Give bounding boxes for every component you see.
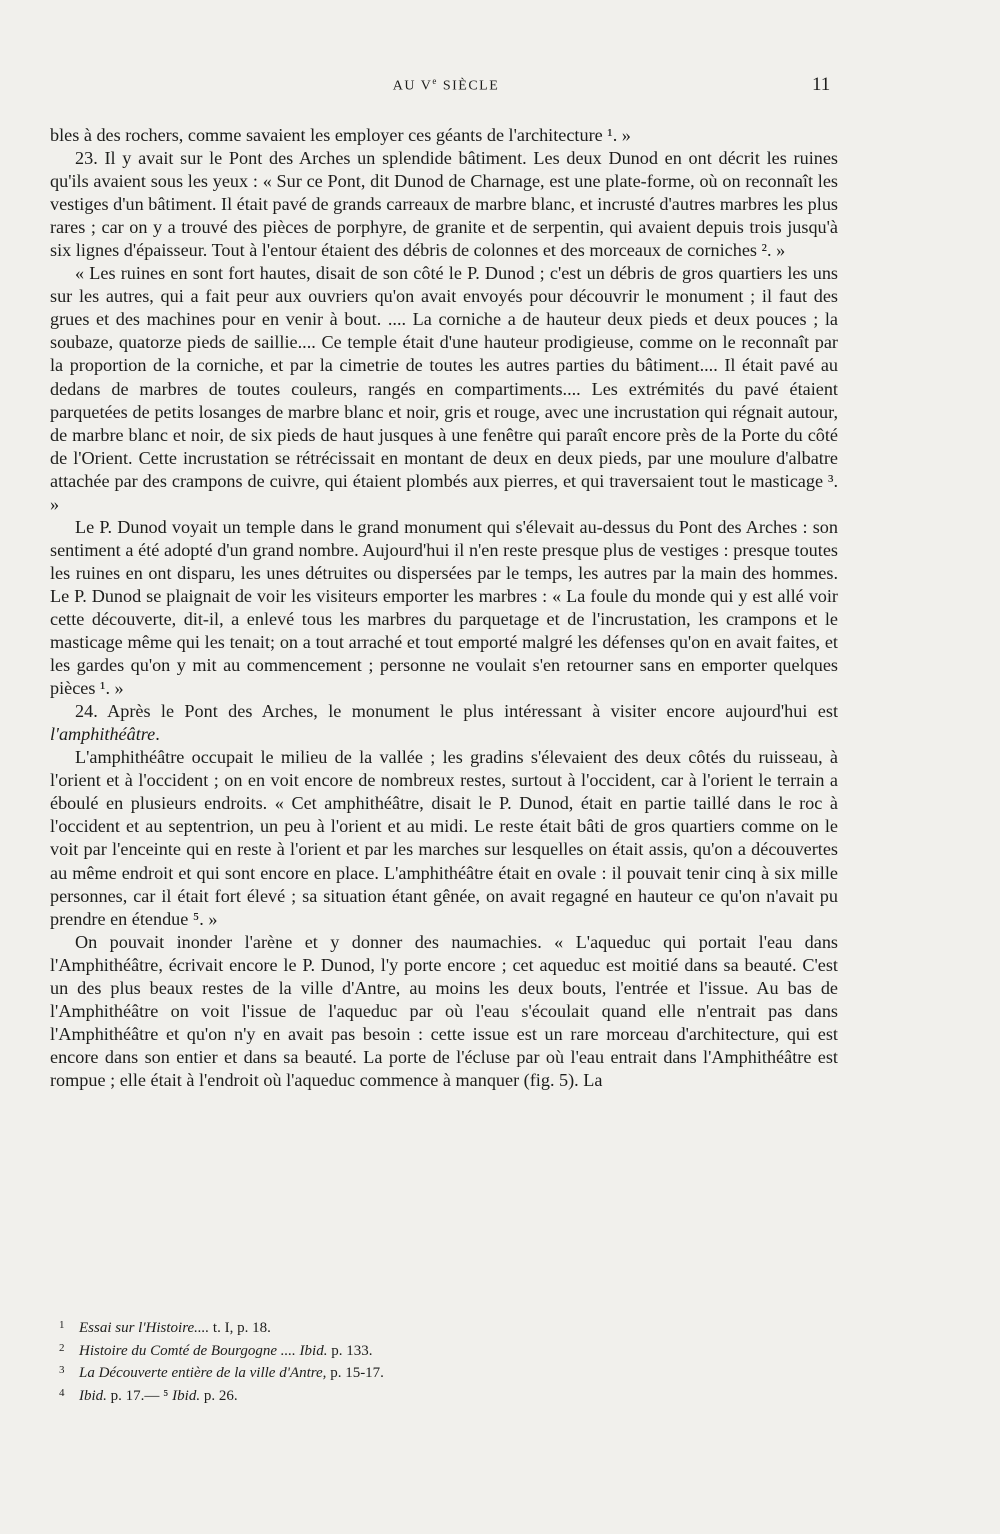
footnote-3 <box>59 1361 819 1384</box>
footnote-title: Essai sur l'Histoire.... <box>79 1320 210 1336</box>
footnote-number: 3 <box>59 1364 65 1377</box>
footnote-title: Histoire du Comté de Bourgogne .... Ibid. <box>79 1342 328 1359</box>
body-text <box>50 124 838 1092</box>
footnote-ref: t. I, p. 18. <box>209 1320 271 1336</box>
paragraph-3: « Les ruines en sont fort hautes, disait de son côté le P. Dunod ; c'est un débris de gros quartiers les uns sur les autres, qui a fait peur aux ouvriers qu'on avait envoyés pour découvrir le monument ; il faut des grues et des machines pour en venir à bout. .... La corniche a de hauteur deux pieds et deux pouces ; la soubaze, quatorze pieds de saillie.... Ce temple était d'une hauteur prodigieuse, comme on le reconnaît par la proportion de la corniche, et par la cimetrie de toutes les autres parties du bâtiment.... Il était pavé au dedans de marbres de toutes couleurs, rangés en compartiments.... Les extrémités du pavé étaient parquetées de petits losanges de marbre blanc et noir, gris et rouge, avec une incrustation qui régnait autour, de marbre blanc et noir, de six pieds de haut jusques à une fenêtre qui paraît encore près de la Porte du côté de l'Orient. Cette incrustation se rétrécissait en montant de deux en deux pieds, par une moulure d'albatre attachée par des crampons de cuivre, qui étaient plombés aux pierres, et qui traversaient tout le masticage ³. » <box>50 263 838 514</box>
footnote-number: 1 <box>59 1319 65 1331</box>
paragraph-5 <box>50 700 838 746</box>
running-title-suffix: SIÈCLE <box>437 78 500 94</box>
paragraph-4: Le P. Dunod voyait un temple dans le grand monument qui s'élevait au-dessus du Pont des Arches : son sentiment a été adopté d'un grand nombre. Aujourd'hui il n'en reste presque plus de vestiges : presque toutes les ruines en ont disparu, les unes détruites ou dispersées par le temps, les autres par la main des hommes. Le P. Dunod se plaignait de voir les visiteurs emporter les marbres : « La foule du monde qui y est allé voir cette découverte, dit-il, a enlevé tous les marbres du parquetage et de l'incrustation, les crampons et le masticage même qui les tenait; on a tout arraché et tout emporté malgré les défenses qu'on en avait faites, et les gardes qu'on y mit au commencement ; personne ne voulait s'en retourner sans en emporter quelques pièces ¹. » <box>50 516 838 699</box>
paragraph-7: On pouvait inonder l'arène et y donner des naumachies. « L'aqueduc qui portait l'eau dans l'Amphithéâtre, écrivait encore le P. Dunod, l'y porte encore ; cet aqueduc est moitié dans sa beauté. C'est un des plus beaux restes de la ville d'Antre, au moins les deux bouts, l'entrée et l'issue. Au bas de l'Amphithéâtre on voit l'issue de l'aqueduc par où l'eau s'écoulait quand elle n'entrait pas dans l'Amphithéâtre et qu'on n'y en avait pas besoin : cette issue est un rare morceau d'architecture, qui est encore dans son entier et dans sa beauté. La porte de l'écluse par où l'eau entrait dans l'Amphithéâtre est rompue ; elle était à l'endroit où l'aqueduc commence à manquer (fig. 5). La <box>50 931 838 1090</box>
footnote-title: Ibid. <box>79 1387 107 1404</box>
paragraph-5-tail: . <box>155 724 160 745</box>
paragraph-2: 23. Il y avait sur le Pont des Arches un splendide bâtiment. Les deux Dunod en ont décrit les ruines qu'ils avaient sous les yeux : « Sur ce Pont, dit Dunod de Charnage, est une plate-forme, où on reconnaît les vestiges d'un bâtiment. Il était pavé de grands carreaux de marbre blanc, et incrusté d'autres marbres les plus rares ; car on y a trouvé des pièces de porphyre, de granite et de serpentin, qui avaient depuis trois jusqu'à six lignes d'épaisseur. Tout à l'entour étaient des débris de colonnes et des morceaux de corniches ². » <box>50 148 838 261</box>
footnote-number: 4 <box>59 1386 65 1399</box>
footnote-title-2: Ibid. <box>172 1387 201 1404</box>
footnote-number: 2 <box>59 1341 65 1354</box>
footnote-2 <box>59 1339 819 1362</box>
paragraph-5-lead: 24. Après le Pont des Arches, le monument le plus intéressant à visiter encore aujourd'hui est <box>75 701 838 722</box>
running-header <box>50 76 842 95</box>
footnote-4 <box>59 1384 819 1407</box>
footnote-1 <box>59 1316 819 1339</box>
running-title-sup: e <box>432 76 438 86</box>
paragraph-5-emphasis: l'amphithéâtre <box>50 724 156 745</box>
footnote-title: La Découverte entière de la ville d'Antre, <box>79 1365 327 1382</box>
footnotes <box>59 1316 819 1406</box>
paragraph-1: bles à des rochers, comme savaient les employer ces géants de l'architecture ¹. » <box>50 125 631 145</box>
paragraph-6: L'amphithéâtre occupait le milieu de la vallée ; les gradins s'élevaient des deux côtés du ruisseau, à l'orient et à l'occident ; on en voit encore de nombreux restes, surtout à l'occident, car à l'orient le terrain a éboulé en plusieurs endroits. « Cet amphithéâtre, disait le P. Dunod, était en partie taillé dans le roc à l'occident et au septentrion, un peu à l'orient et au midi. Le reste était bâti de gros quartiers comme on le voit par l'enceinte qui en reste à l'orient et par les marches sur lesquelles on était assis, qu'on a découvertes au même endroit et qui sont encore en place. L'amphithéâtre était en ovale : il pouvait tenir cinq à six mille personnes, car il était fort élevé ; sa situation étant gênée, on avait regagné en hauteur ce qu'on n'avait pu prendre en étendue ⁵. » <box>50 747 838 929</box>
footnote-ref: p. 17.— ⁵ <box>106 1387 173 1404</box>
running-title-prefix: AU V <box>392 78 433 94</box>
page-number: 11 <box>812 74 831 95</box>
footnote-ref: p. 15-17. <box>326 1365 384 1382</box>
footnote-ref: p. 133. <box>327 1342 373 1359</box>
footnote-ref-2: p. 26. <box>200 1387 238 1404</box>
